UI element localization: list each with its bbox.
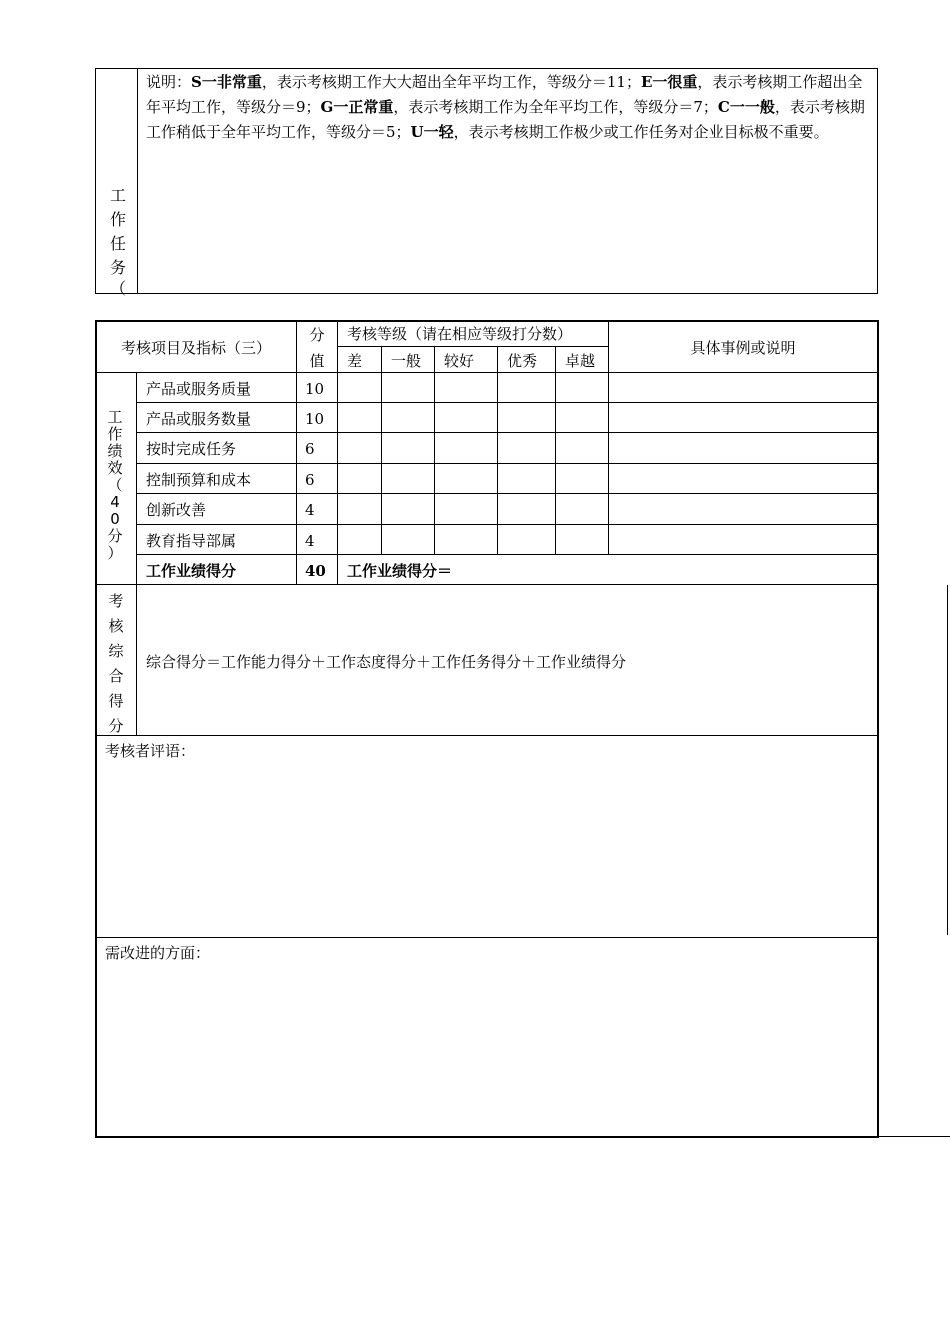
- row-line: [136, 524, 879, 525]
- item-col-header: 考核项目及指标（三）: [120, 339, 271, 357]
- overall-label-char: 合: [108, 667, 124, 685]
- evaluator-comment-label: 考核者评语：: [105, 742, 196, 760]
- row-line: [136, 432, 879, 433]
- grade-poor: 差: [347, 352, 363, 370]
- grade-good: 较好: [444, 352, 475, 370]
- row-score: 6: [305, 471, 315, 489]
- grade-header-line: [337, 346, 608, 347]
- row-item: 创新改善: [146, 501, 207, 519]
- group-label-char: 作: [107, 425, 123, 443]
- row-score: 4: [305, 532, 315, 550]
- note-e-text: ，表示考核期工作超出全年平均工作，等级分＝9；: [146, 73, 863, 116]
- row-score: 10: [305, 380, 325, 398]
- group-label-char: 分: [107, 527, 123, 545]
- overall-label-char: 得: [108, 692, 124, 710]
- group-label-char: （: [107, 476, 123, 494]
- note-s-label: S一非常重: [191, 73, 262, 91]
- score-col-header-top: 分: [309, 326, 325, 344]
- row-line: [136, 554, 879, 555]
- row-item: 产品或服务质量: [146, 380, 252, 398]
- task-note-divider: [137, 68, 138, 294]
- improvement-label: 需改进的方面：: [105, 944, 211, 962]
- overall-score-label: [106, 589, 126, 739]
- overall-label-char: 考: [108, 592, 124, 610]
- group-label-char: ）: [107, 544, 123, 562]
- score-col-header-bottom: 值: [309, 352, 325, 370]
- right-edge-line: [947, 585, 948, 935]
- row-score: 4: [305, 501, 315, 519]
- row-item: 教育指导部属: [146, 532, 237, 550]
- row-item: 控制预算和成本: [146, 471, 252, 489]
- note-prefix: 说明：: [146, 73, 192, 91]
- grade-average: 一般: [391, 352, 422, 370]
- note-s-text: ，表示考核期工作大大超出全年平均工作，等级分＝11；: [261, 73, 641, 91]
- header-bottom-line: [95, 372, 879, 373]
- group-label-char: 效: [107, 459, 123, 477]
- total-row-bottom-line: [95, 584, 879, 585]
- row-item: 产品或服务数量: [146, 410, 252, 428]
- task-side-char: （: [109, 279, 126, 298]
- total-row-label: 工作业绩得分: [146, 562, 237, 580]
- task-side-char: 作: [109, 210, 126, 229]
- task-side-char: 务: [109, 258, 126, 277]
- task-side-char: 工: [109, 186, 126, 205]
- total-row-formula: 工作业绩得分＝: [347, 562, 453, 580]
- right-edge-bottom-line: [879, 1136, 950, 1137]
- overall-label-char: 核: [108, 617, 124, 635]
- total-row-score: 40: [305, 562, 326, 580]
- note-u-text: ，表示考核期工作极少或工作任务对企业目标极不重要。: [453, 123, 829, 141]
- row-item: 按时完成任务: [146, 440, 237, 458]
- grade-outstanding: 卓越: [565, 352, 596, 370]
- grade-col-header: 考核等级（请在相应等级打分数）: [347, 325, 573, 343]
- group-label-char: 4: [110, 493, 120, 511]
- note-u-label: U一轻: [410, 123, 454, 141]
- detail-col-header: 具体事例或说明: [690, 339, 796, 357]
- performance-group-label: [105, 409, 125, 562]
- row-line: [136, 463, 879, 464]
- group-label-char: 工: [107, 408, 123, 426]
- note-g-text: ，表示考核期工作为全年平均工作，等级分＝7；: [393, 98, 718, 116]
- note-g-label: G一正常重: [320, 98, 394, 116]
- comment-bottom-line: [95, 937, 879, 938]
- group-label-char: 0: [110, 510, 120, 528]
- overall-label-char: 综: [108, 642, 124, 660]
- grade-excellent: 优秀: [507, 352, 538, 370]
- overall-bottom-line: [95, 735, 879, 736]
- row-score: 10: [305, 410, 325, 428]
- note-c-text: ，表示考核期工作稍低于全年平均工作，等级分＝5；: [146, 98, 865, 141]
- overall-formula: 综合得分＝工作能力得分＋工作态度得分＋工作任务得分＋工作业绩得分: [146, 653, 627, 671]
- row-line: [136, 402, 879, 403]
- grade-explanation-note: [146, 70, 868, 145]
- overall-label-char: 分: [108, 717, 124, 735]
- group-label-char: 绩: [107, 442, 123, 460]
- col-line: [337, 320, 338, 585]
- note-e-label: E一很重: [640, 73, 698, 91]
- note-c-label: C一一般: [717, 98, 775, 116]
- row-line: [136, 493, 879, 494]
- row-score: 6: [305, 440, 315, 458]
- task-side-label: [108, 184, 128, 298]
- task-side-char: 任: [109, 234, 126, 253]
